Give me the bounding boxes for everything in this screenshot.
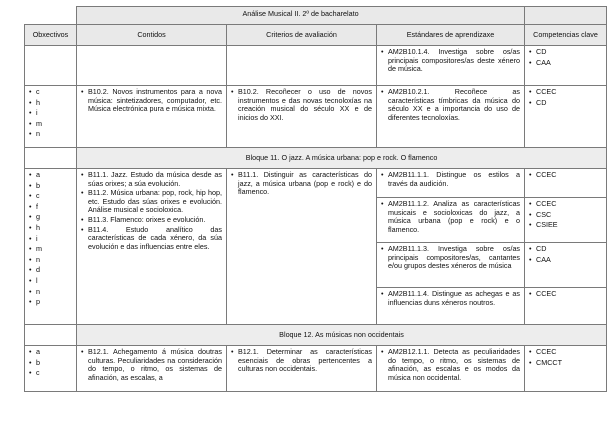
competence-item: • CD [529, 48, 602, 57]
table-row [25, 169, 607, 198]
competence-item: • CSC [529, 211, 602, 220]
objective-item: • a [29, 348, 72, 357]
criterion-item: • B12.1. Determinar as características esenciais de obras pertencentes a culturas non occidentais. [231, 348, 372, 374]
competence-item: • CCEC [529, 348, 602, 357]
competence-item: • CD [529, 99, 602, 108]
content-item: • B11.1. Jazz. Estudo da música desde as súas orixes; a súa evolución. [81, 171, 222, 188]
objective-item: • d [29, 266, 72, 275]
block-12-heading: Bloque 12. As músicas non occidentais [77, 325, 607, 346]
standard-item: • AM2B10.2.1. Recoñece as características tímbricas da música do século XX e a importancia do uso de diferentes tecnoloxías. [381, 88, 520, 122]
competence-item: • CCEC [529, 88, 602, 97]
objective-item: • c [29, 192, 72, 201]
objective-item: • h [29, 224, 72, 233]
competence-item: • CD [529, 245, 602, 254]
objective-item: • c [29, 369, 72, 378]
standard-item: • AM2B12.1.1. Detecta as peculiaridades do tempo, o ritmo, os sistemas de afinación, as escalas e os modos da música non occidental. [381, 348, 520, 382]
objective-item: • b [29, 182, 72, 191]
objective-item: • n [29, 256, 72, 265]
competence-item: • CAA [529, 59, 602, 68]
objective-item: • g [29, 213, 72, 222]
content-item: • B11.4. Estudo analítico das características de cada xénero, da súa evolución e das influencias entre eles. [81, 226, 222, 252]
header-competences: Competencias clave [525, 25, 607, 46]
competence-item: • CCEC [529, 200, 602, 209]
content-item: • B10.2. Novos instrumentos para a nova música: sintetizadores, computador, etc. Música electrónica pura e música mixta. [81, 88, 222, 114]
table-row [25, 46, 607, 86]
criterion-item: • B10.2. Recoñecer o uso de novos instrumentos e das novas tecnoloxías na creación musical do século XX e de inicios do XXI. [231, 88, 372, 122]
header-standards: Estándares de aprendizaxe [377, 25, 525, 46]
block-heading-row [25, 325, 607, 346]
criterion-item: • B11.1. Distinguir as características do jazz, a música urbana (pop e rock) e do flamenco. [231, 171, 372, 197]
content-item: • B12.1. Achegamento á música doutras culturas. Peculiaridades na consideración do tempo, o ritmo, os sistemas de afinación, as escalas, a [81, 348, 222, 382]
objective-item: • m [29, 120, 72, 129]
objective-item: • a [29, 171, 72, 180]
objective-item: • h [29, 99, 72, 108]
objective-item: • b [29, 359, 72, 368]
objective-item: • f [29, 203, 72, 212]
table-title: Análise Musical II. 2º de bacharelato [77, 7, 525, 25]
header-criteria: Criterios de avaliación [227, 25, 377, 46]
competence-item: • CCEC [529, 171, 602, 180]
table-title-row [25, 7, 607, 25]
standard-item: • AM2B11.1.3. Investiga sobre os/as principais compositores/as, cantantes e/ou grupos destes xéneros de música [381, 245, 520, 271]
objective-item: • m [29, 245, 72, 254]
competence-item: • CCEC [529, 290, 602, 299]
objective-item: • l [29, 277, 72, 286]
block-heading-row [25, 148, 607, 169]
objective-item: • c [29, 88, 72, 97]
objective-item: • n [29, 130, 72, 139]
competence-item: • CMCCT [529, 359, 602, 368]
block-11-heading: Bloque 11. O jazz. A música urbana: pop e rock. O flamenco [77, 148, 607, 169]
competence-item: • CSIEE [529, 221, 602, 230]
header-row [25, 25, 607, 46]
objective-item: • n [29, 288, 72, 297]
content-item: • B11.3. Flamenco: orixes e evolución. [81, 216, 222, 225]
curriculum-table [24, 6, 607, 392]
header-contents: Contidos [77, 25, 227, 46]
competence-item: • CAA [529, 256, 602, 265]
standard-item: • AM2B11.1.4. Distingue as achegas e as influencias duns xéneros noutros. [381, 290, 520, 307]
standard-item: • AM2B11.1.1. Distingue os estilos a través da audición. [381, 171, 520, 188]
curriculum-table-container [24, 6, 606, 392]
objective-item: • i [29, 109, 72, 118]
header-objectives: Obxectivos [25, 25, 77, 46]
standard-item: • AM2B11.1.2. Analiza as características musicais e socioloxicas do jazz, a música urbana (pop e rock) e o flamenco. [381, 200, 520, 234]
content-item: • B11.2. Música urbana: pop, rock, hip hop, etc. Estudo das súas orixes e evolución. Análise musical e socioloxica. [81, 189, 222, 215]
objective-item: • i [29, 235, 72, 244]
objective-item: • p [29, 298, 72, 307]
table-row [25, 346, 607, 392]
table-row [25, 86, 607, 148]
standard-item: • AM2B10.1.4. Investiga sobre os/as principais compositores/as deste xénero de música. [381, 48, 520, 74]
